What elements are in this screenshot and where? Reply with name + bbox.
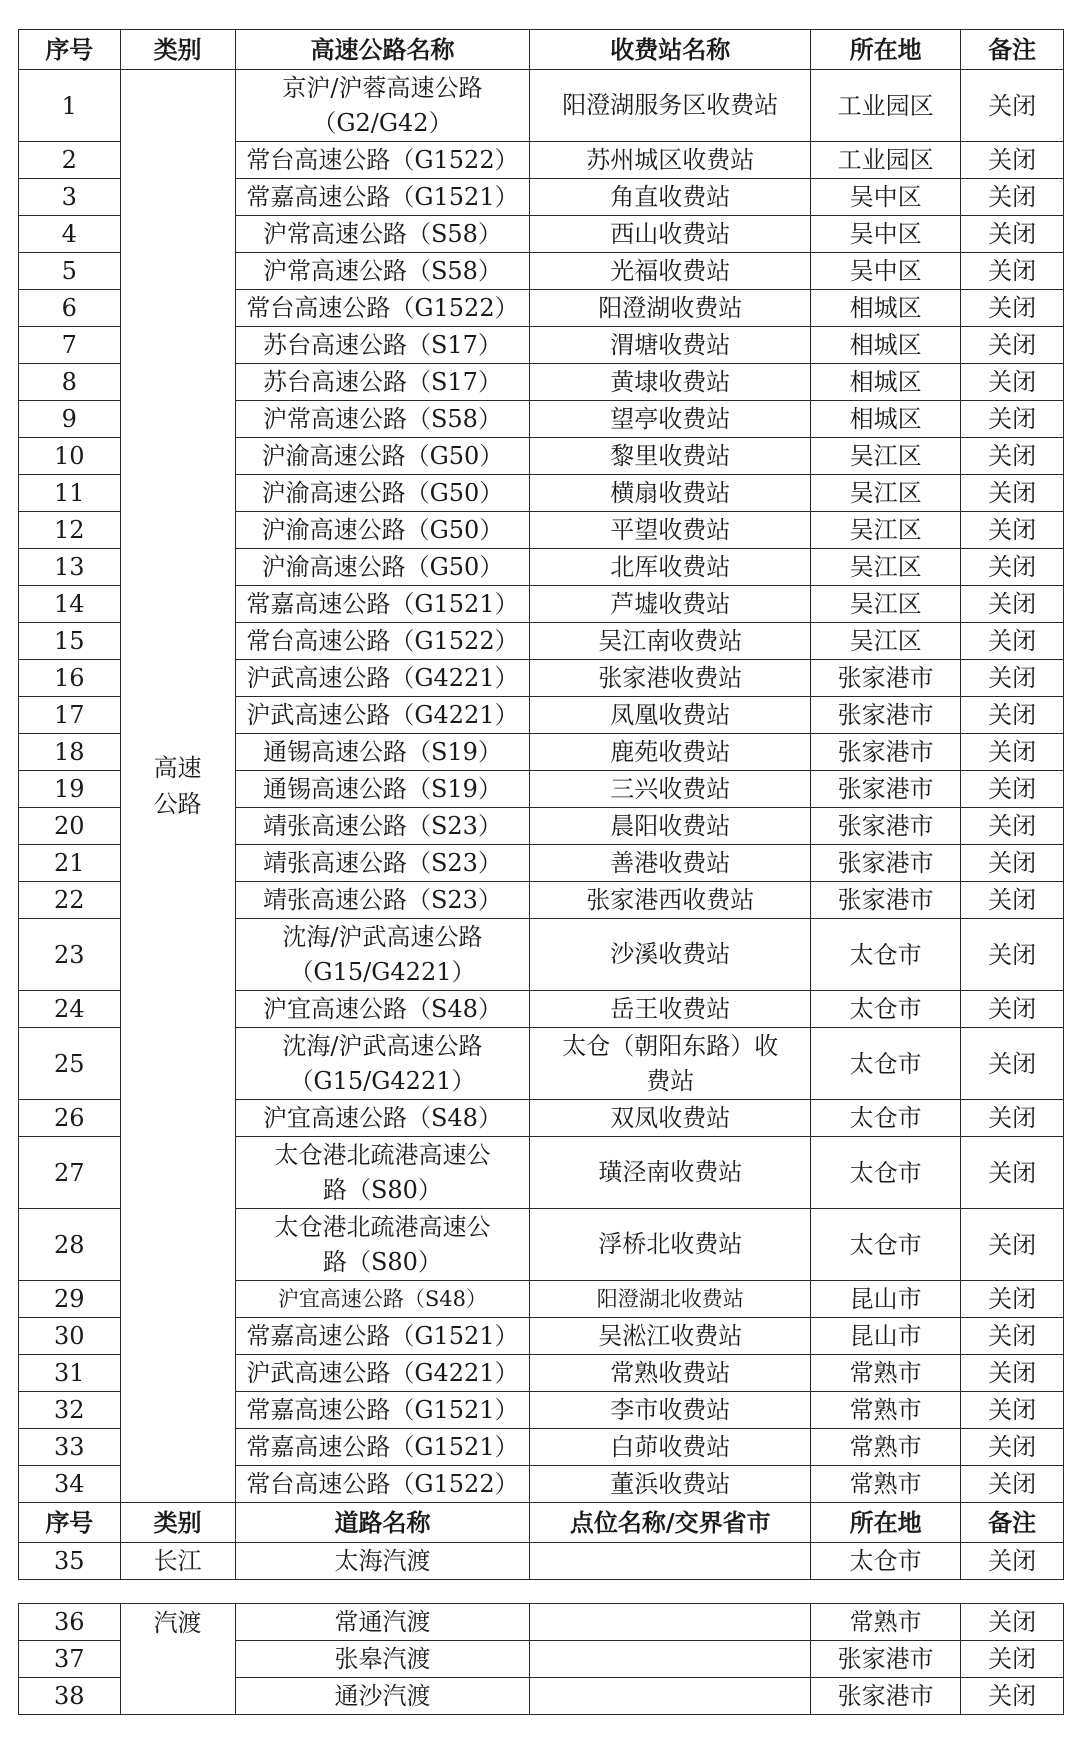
cell-location: 太仓市 [811, 1209, 961, 1281]
cell-note: 关闭 [961, 771, 1064, 808]
cell-no: 1 [19, 70, 121, 142]
table-row [19, 1604, 1064, 1641]
cell-road: 常台高速公路（G1522） [235, 623, 530, 660]
cell-note: 关闭 [961, 1355, 1064, 1392]
cell-note: 关闭 [961, 179, 1064, 216]
cell-note: 关闭 [961, 364, 1064, 401]
cell-station: 凤凰收费站 [530, 697, 811, 734]
cell-road: 常嘉高速公路（G1521） [235, 1392, 530, 1429]
cell-road: 沪常高速公路（S58） [235, 401, 530, 438]
cell-no: 11 [19, 475, 121, 512]
cell-location: 相城区 [811, 401, 961, 438]
cell-note: 关闭 [961, 438, 1064, 475]
cell-road: 沪常高速公路（S58） [235, 216, 530, 253]
cell-station: 吴江南收费站 [530, 623, 811, 660]
cell-road: 常嘉高速公路（G1521） [235, 179, 530, 216]
category-cell-highway: 高速 公路 [120, 70, 235, 1503]
cell-location: 吴中区 [811, 179, 961, 216]
cell-location: 吴江区 [811, 623, 961, 660]
cell-no: 4 [19, 216, 121, 253]
cell-road: 太仓港北疏港高速公 路（S80） [235, 1137, 530, 1209]
cell-road: 沈海/沪武高速公路 （G15/G4221） [235, 919, 530, 991]
cell-road: 常嘉高速公路（G1521） [235, 1429, 530, 1466]
col-header-road-name: 道路名称 [235, 1503, 530, 1543]
cell-note: 关闭 [961, 549, 1064, 586]
cell-no: 10 [19, 438, 121, 475]
cell-no: 6 [19, 290, 121, 327]
cell-road: 沪宜高速公路（S48） [235, 1100, 530, 1137]
cell-no: 14 [19, 586, 121, 623]
cell-station: 太仓（朝阳东路）收 费站 [530, 1028, 811, 1100]
cell-note: 关闭 [961, 1028, 1064, 1100]
cell-station: 苏州城区收费站 [530, 142, 811, 179]
cell-location: 太仓市 [811, 1543, 961, 1580]
cell-road: 沪武高速公路（G4221） [235, 697, 530, 734]
cell-location: 相城区 [811, 327, 961, 364]
cell-location: 吴江区 [811, 475, 961, 512]
cell-station: 光福收费站 [530, 253, 811, 290]
cell-road: 太仓港北疏港高速公 路（S80） [235, 1209, 530, 1281]
cell-note: 关闭 [961, 1209, 1064, 1281]
cell-note: 关闭 [961, 1678, 1064, 1715]
col-header-category: 类别 [120, 1503, 235, 1543]
cell-note: 关闭 [961, 697, 1064, 734]
cell-road: 通锡高速公路（S19） [235, 771, 530, 808]
cell-no: 20 [19, 808, 121, 845]
cell-road: 苏台高速公路（S17） [235, 327, 530, 364]
category-cell-river: 长江 [120, 1543, 235, 1580]
cell-no: 29 [19, 1281, 121, 1318]
cell-note: 关闭 [961, 1604, 1064, 1641]
cell-station: 芦墟收费站 [530, 586, 811, 623]
cell-note: 关闭 [961, 991, 1064, 1028]
cell-no: 18 [19, 734, 121, 771]
cell-location: 相城区 [811, 290, 961, 327]
cell-road: 沪宜高速公路（S48） [235, 1281, 530, 1318]
cell-note: 关闭 [961, 290, 1064, 327]
cell-road: 沪渝高速公路（G50） [235, 549, 530, 586]
cell-location: 张家港市 [811, 734, 961, 771]
cell-note: 关闭 [961, 475, 1064, 512]
cell-location: 张家港市 [811, 882, 961, 919]
cell-no: 17 [19, 697, 121, 734]
cell-no: 15 [19, 623, 121, 660]
cell-station: 西山收费站 [530, 216, 811, 253]
col-header-location: 所在地 [811, 1503, 961, 1543]
cell-road: 沪渝高速公路（G50） [235, 438, 530, 475]
cell-note: 关闭 [961, 216, 1064, 253]
ferry-table [18, 1603, 1064, 1715]
cell-road: 靖张高速公路（S23） [235, 882, 530, 919]
cell-road: 张皋汽渡 [235, 1641, 530, 1678]
col-header-note: 备注 [961, 30, 1064, 70]
cell-station: 张家港收费站 [530, 660, 811, 697]
cell-location: 张家港市 [811, 1641, 961, 1678]
cell-location: 吴江区 [811, 438, 961, 475]
cell-point [530, 1543, 811, 1580]
cell-location: 常熟市 [811, 1604, 961, 1641]
cell-road: 沪宜高速公路（S48） [235, 991, 530, 1028]
cell-note: 关闭 [961, 882, 1064, 919]
cell-note: 关闭 [961, 660, 1064, 697]
cell-station: 沙溪收费站 [530, 919, 811, 991]
cell-note: 关闭 [961, 845, 1064, 882]
cell-note: 关闭 [961, 1429, 1064, 1466]
cell-note: 关闭 [961, 1137, 1064, 1209]
cell-no: 30 [19, 1318, 121, 1355]
table-row [19, 1543, 1064, 1580]
cell-road: 沪常高速公路（S58） [235, 253, 530, 290]
cell-location: 太仓市 [811, 1028, 961, 1100]
cell-location: 太仓市 [811, 991, 961, 1028]
cell-no: 3 [19, 179, 121, 216]
cell-location: 常熟市 [811, 1355, 961, 1392]
cell-location: 吴江区 [811, 549, 961, 586]
cell-station: 晨阳收费站 [530, 808, 811, 845]
cell-location: 吴江区 [811, 512, 961, 549]
cell-no: 7 [19, 327, 121, 364]
cell-road: 常台高速公路（G1522） [235, 142, 530, 179]
cell-station: 望亭收费站 [530, 401, 811, 438]
cell-note: 关闭 [961, 808, 1064, 845]
cell-station: 北厍收费站 [530, 549, 811, 586]
cell-note: 关闭 [961, 1318, 1064, 1355]
cell-note: 关闭 [961, 512, 1064, 549]
cell-station: 黎里收费站 [530, 438, 811, 475]
cell-no: 35 [19, 1543, 121, 1580]
cell-location: 常熟市 [811, 1392, 961, 1429]
cell-station: 董浜收费站 [530, 1466, 811, 1503]
cell-no: 26 [19, 1100, 121, 1137]
cell-note: 关闭 [961, 623, 1064, 660]
cell-no: 37 [19, 1641, 121, 1678]
cell-station: 张家港西收费站 [530, 882, 811, 919]
cell-location: 张家港市 [811, 845, 961, 882]
category-cell-ferry: 汽渡 [120, 1604, 235, 1715]
col-header-point: 点位名称/交界省市 [530, 1503, 811, 1543]
cell-no: 9 [19, 401, 121, 438]
cell-road: 苏台高速公路（S17） [235, 364, 530, 401]
closure-table [18, 29, 1064, 1580]
cell-no: 36 [19, 1604, 121, 1641]
cell-note: 关闭 [961, 586, 1064, 623]
cell-road: 常嘉高速公路（G1521） [235, 1318, 530, 1355]
cell-no: 38 [19, 1678, 121, 1715]
cell-location: 吴中区 [811, 216, 961, 253]
col-header-note: 备注 [961, 1503, 1064, 1543]
cell-location: 张家港市 [811, 660, 961, 697]
cell-station: 阳澄湖收费站 [530, 290, 811, 327]
cell-location: 相城区 [811, 364, 961, 401]
cell-road: 常通汽渡 [235, 1604, 530, 1641]
cell-station: 璜泾南收费站 [530, 1137, 811, 1209]
cell-road: 常台高速公路（G1522） [235, 1466, 530, 1503]
cell-road: 沈海/沪武高速公路 （G15/G4221） [235, 1028, 530, 1100]
cell-station: 鹿苑收费站 [530, 734, 811, 771]
cell-point [530, 1641, 811, 1678]
cell-no: 5 [19, 253, 121, 290]
cell-no: 33 [19, 1429, 121, 1466]
cell-no: 25 [19, 1028, 121, 1100]
cell-road: 沪武高速公路（G4221） [235, 1355, 530, 1392]
col-header-no: 序号 [19, 1503, 121, 1543]
cell-no: 27 [19, 1137, 121, 1209]
cell-road: 太海汽渡 [235, 1543, 530, 1580]
cell-point [530, 1604, 811, 1641]
cell-station: 横扇收费站 [530, 475, 811, 512]
cell-location: 太仓市 [811, 1100, 961, 1137]
cell-station: 阳澄湖北收费站 [530, 1281, 811, 1318]
cell-no: 21 [19, 845, 121, 882]
cell-location: 吴江区 [811, 586, 961, 623]
cell-road: 靖张高速公路（S23） [235, 808, 530, 845]
cell-station: 角直收费站 [530, 179, 811, 216]
col-header-no: 序号 [19, 30, 121, 70]
cell-location: 张家港市 [811, 771, 961, 808]
table-row [19, 70, 1064, 142]
cell-no: 13 [19, 549, 121, 586]
col-header-location: 所在地 [811, 30, 961, 70]
cell-no: 23 [19, 919, 121, 991]
cell-no: 16 [19, 660, 121, 697]
cell-road: 通锡高速公路（S19） [235, 734, 530, 771]
cell-road: 京沪/沪蓉高速公路 （G2/G42） [235, 70, 530, 142]
cell-note: 关闭 [961, 142, 1064, 179]
cell-no: 12 [19, 512, 121, 549]
cell-no: 19 [19, 771, 121, 808]
cell-note: 关闭 [961, 401, 1064, 438]
cell-no: 28 [19, 1209, 121, 1281]
cell-station: 双凤收费站 [530, 1100, 811, 1137]
cell-location: 昆山市 [811, 1318, 961, 1355]
cell-note: 关闭 [961, 70, 1064, 142]
cell-no: 24 [19, 991, 121, 1028]
cell-note: 关闭 [961, 1281, 1064, 1318]
header-row-2 [19, 1503, 1064, 1543]
cell-road: 沪渝高速公路（G50） [235, 475, 530, 512]
cell-station: 李市收费站 [530, 1392, 811, 1429]
cell-location: 张家港市 [811, 697, 961, 734]
cell-no: 2 [19, 142, 121, 179]
cell-station: 善港收费站 [530, 845, 811, 882]
cell-location: 常熟市 [811, 1466, 961, 1503]
cell-note: 关闭 [961, 1466, 1064, 1503]
cell-station: 三兴收费站 [530, 771, 811, 808]
cell-station: 浮桥北收费站 [530, 1209, 811, 1281]
cell-station: 渭塘收费站 [530, 327, 811, 364]
cell-no: 8 [19, 364, 121, 401]
cell-station: 黄埭收费站 [530, 364, 811, 401]
cell-no: 34 [19, 1466, 121, 1503]
cell-note: 关闭 [961, 919, 1064, 991]
cell-station: 平望收费站 [530, 512, 811, 549]
cell-location: 太仓市 [811, 1137, 961, 1209]
cell-station: 常熟收费站 [530, 1355, 811, 1392]
cell-location: 张家港市 [811, 808, 961, 845]
cell-note: 关闭 [961, 327, 1064, 364]
cell-note: 关闭 [961, 1543, 1064, 1580]
cell-road: 通沙汽渡 [235, 1678, 530, 1715]
cell-note: 关闭 [961, 1100, 1064, 1137]
cell-road: 常嘉高速公路（G1521） [235, 586, 530, 623]
cell-station: 白茆收费站 [530, 1429, 811, 1466]
cell-station: 吴淞江收费站 [530, 1318, 811, 1355]
cell-no: 22 [19, 882, 121, 919]
cell-no: 31 [19, 1355, 121, 1392]
cell-location: 张家港市 [811, 1678, 961, 1715]
cell-location: 工业园区 [811, 70, 961, 142]
cell-location: 太仓市 [811, 919, 961, 991]
cell-station: 阳澄湖服务区收费站 [530, 70, 811, 142]
cell-station: 岳王收费站 [530, 991, 811, 1028]
col-header-station: 收费站名称 [530, 30, 811, 70]
cell-road: 沪武高速公路（G4221） [235, 660, 530, 697]
cell-location: 吴中区 [811, 253, 961, 290]
cell-no: 32 [19, 1392, 121, 1429]
cell-road: 沪渝高速公路（G50） [235, 512, 530, 549]
cell-note: 关闭 [961, 734, 1064, 771]
col-header-road: 高速公路名称 [235, 30, 530, 70]
cell-location: 常熟市 [811, 1429, 961, 1466]
cell-location: 工业园区 [811, 142, 961, 179]
header-row [19, 30, 1064, 70]
cell-point [530, 1678, 811, 1715]
cell-note: 关闭 [961, 1392, 1064, 1429]
cell-note: 关闭 [961, 1641, 1064, 1678]
cell-road: 靖张高速公路（S23） [235, 845, 530, 882]
cell-note: 关闭 [961, 253, 1064, 290]
col-header-category: 类别 [120, 30, 235, 70]
cell-location: 昆山市 [811, 1281, 961, 1318]
cell-road: 常台高速公路（G1522） [235, 290, 530, 327]
